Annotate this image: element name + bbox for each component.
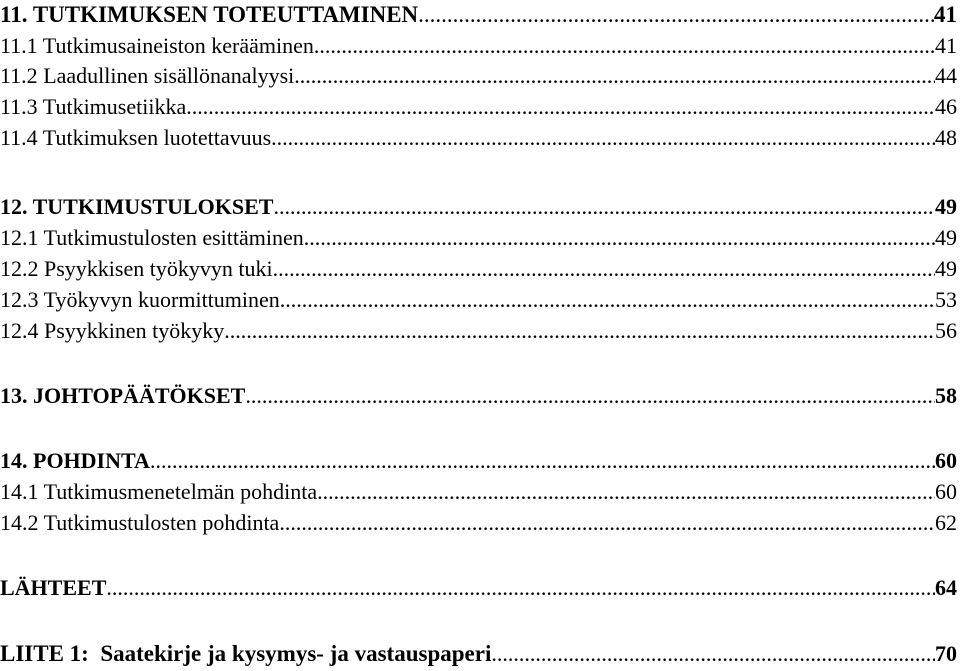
toc-entry-title — [0, 642, 491, 665]
toc-entry-number: 12.1 — [0, 225, 39, 250]
toc-entry-11-1 — [0, 35, 957, 57]
toc-entry-text: Tutkimuksen luotettavuus — [42, 125, 272, 150]
toc-entry-14-2 — [0, 512, 957, 534]
toc-entry-title — [0, 450, 150, 472]
dot-leader — [491, 643, 935, 665]
toc-entry-title — [0, 289, 280, 311]
toc-entry-11-4 — [0, 127, 957, 149]
toc-entry-title — [0, 127, 271, 149]
toc-entry-text: TUTKIMUSTULOKSET — [32, 194, 274, 219]
toc-entry-14 — [0, 450, 957, 472]
dot-leader — [280, 289, 935, 311]
toc-entry-12-1 — [0, 227, 957, 249]
toc-entry-text: LÄHTEET — [0, 575, 107, 600]
dot-leader — [273, 258, 935, 280]
dot-leader — [273, 196, 935, 218]
toc-entry-12 — [0, 196, 957, 218]
toc-entry-page: 44 — [935, 63, 957, 88]
toc-entry-text: Tutkimusetiikka — [42, 94, 187, 119]
toc-entry-12-2 — [0, 258, 957, 280]
toc-entry-title — [0, 320, 224, 342]
toc-entry-number: 11.2 — [0, 63, 38, 88]
dot-leader — [314, 35, 935, 57]
toc-entry-title — [0, 96, 186, 118]
toc-entry-text: Saatekirje ja kysymys- ja vastauspaperi — [100, 641, 492, 666]
dot-leader — [224, 320, 935, 342]
toc-entry-text: Työkyvyn kuormittuminen — [43, 287, 280, 312]
toc-entry-title — [0, 512, 279, 534]
toc-entry-11 — [0, 3, 957, 26]
toc-entry-text: Tutkimusmenetelmän pohdinta — [43, 479, 318, 504]
toc-entry-lahteet — [0, 577, 957, 599]
toc-entry-page: 49 — [935, 256, 957, 281]
toc-entry-title — [0, 481, 317, 503]
toc-entry-page: 49 — [935, 194, 957, 219]
toc-entry-title — [0, 227, 304, 249]
toc-entry-page: 41 — [935, 33, 957, 58]
toc-entry-text: POHDINTA — [33, 448, 150, 473]
dot-leader — [294, 65, 935, 87]
toc-entry-text: Psyykkinen työkyky — [44, 318, 225, 343]
toc-entry-page: 70 — [935, 641, 957, 666]
toc-entry-page: 58 — [935, 383, 957, 408]
toc-entry-number: 11.1 — [0, 33, 38, 58]
toc-entry-text: TUTKIMUKSEN TOTEUTTAMINEN — [32, 2, 419, 27]
dot-leader — [186, 96, 935, 118]
toc-entry-title — [0, 258, 273, 280]
toc-entry-page: 48 — [935, 125, 957, 150]
toc-entry-page: 41 — [934, 2, 957, 27]
toc-entry-page: 64 — [935, 575, 957, 600]
toc-entry-text: Laadullinen sisällönanalyysi — [43, 63, 295, 88]
toc-entry-number: 11. — [0, 2, 28, 27]
dot-leader — [304, 227, 935, 249]
toc-entry-title — [0, 3, 418, 26]
dot-leader — [418, 3, 934, 26]
toc-entry-title — [0, 385, 245, 407]
dot-leader — [279, 512, 935, 534]
toc-entry-11-2 — [0, 65, 957, 87]
toc-entry-title — [0, 65, 294, 87]
toc-entry-number: 14.1 — [0, 479, 39, 504]
toc-entry-number: 12.4 — [0, 318, 39, 343]
toc-entry-14-1 — [0, 481, 957, 503]
toc-entry-number: 11.4 — [0, 125, 38, 150]
toc-entry-13 — [0, 385, 957, 407]
toc-entry-page: 60 — [935, 479, 957, 504]
dot-leader — [245, 385, 935, 407]
toc-entry-title — [0, 35, 314, 57]
toc-entry-title — [0, 577, 106, 599]
toc-entry-text: Tutkimustulosten pohdinta — [43, 510, 280, 535]
toc-entry-number: 14. — [0, 448, 28, 473]
toc-entry-text: Tutkimusaineiston kerääminen — [42, 33, 314, 58]
dot-leader — [271, 127, 935, 149]
toc-entry-number: 14.2 — [0, 510, 39, 535]
toc-entry-page: 46 — [935, 94, 957, 119]
toc-entry-12-3 — [0, 289, 957, 311]
dot-leader — [150, 450, 935, 472]
toc-entry-number: 13. — [0, 383, 28, 408]
toc-entry-number: LIITE 1: — [0, 641, 89, 666]
toc-entry-number: 12. — [0, 194, 28, 219]
toc-entry-page: 56 — [935, 318, 957, 343]
dot-leader — [317, 481, 935, 503]
toc-entry-liite-1 — [0, 642, 957, 665]
toc-entry-number: 12.2 — [0, 256, 39, 281]
toc-entry-title — [0, 196, 273, 218]
toc-entry-12-4 — [0, 320, 957, 342]
toc-entry-text: Psyykkisen työkyvyn tuki — [44, 256, 273, 281]
toc-entry-text: Tutkimustulosten esittäminen — [43, 225, 304, 250]
toc-entry-page: 60 — [935, 448, 957, 473]
toc-entry-number: 12.3 — [0, 287, 39, 312]
toc-entry-page: 62 — [935, 510, 957, 535]
toc-entry-number: 11.3 — [0, 94, 38, 119]
toc-entry-page: 49 — [935, 225, 957, 250]
toc-entry-text: JOHTOPÄÄTÖKSET — [33, 383, 246, 408]
dot-leader — [106, 577, 935, 599]
toc-entry-page: 53 — [935, 287, 957, 312]
toc-entry-11-3 — [0, 96, 957, 118]
